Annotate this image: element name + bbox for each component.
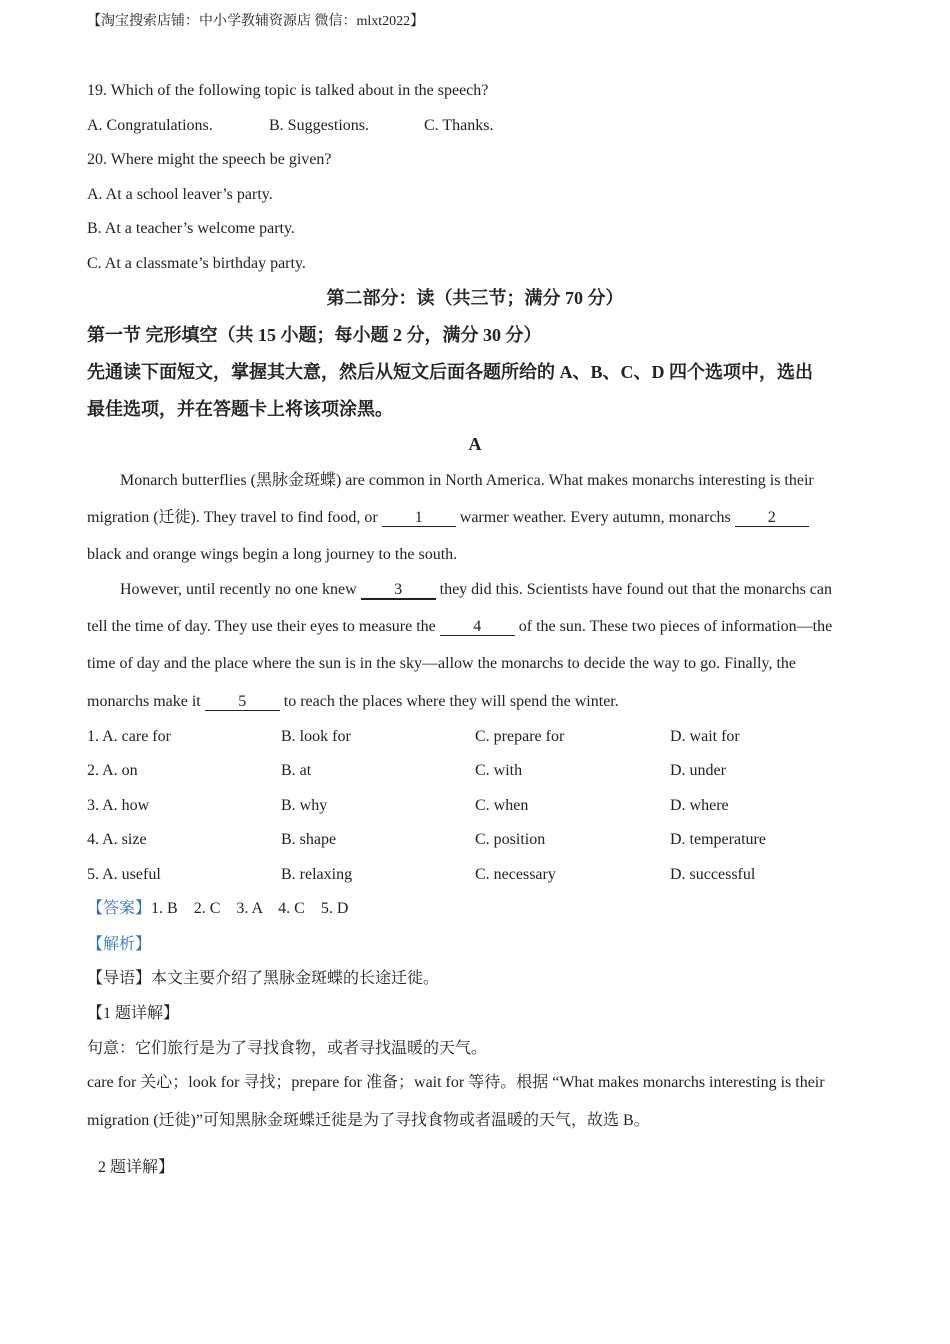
analysis-tag: 【解析】 (87, 936, 152, 953)
option-1b: B. look for (281, 728, 351, 745)
answer-text: 1. B 2. C 3. A 4. C 5. D (151, 900, 349, 917)
option-4c: C. position (475, 831, 546, 848)
option-4a: 4. A. size (87, 831, 147, 848)
passage-text: they did this. Scientists have found out that the monarchs can (435, 581, 832, 598)
passage-text: migration (迁徙). They travel to find food, or (87, 509, 382, 526)
option-3a: 3. A. how (87, 797, 150, 814)
passage-p1-line2 (87, 508, 809, 528)
option-5d: D. successful (670, 866, 756, 883)
q20-option-c: C. At a classmate’s birthday party. (87, 255, 306, 272)
answer-line (87, 899, 348, 919)
option-2c: C. with (475, 762, 523, 779)
q20-option-b: B. At a teacher’s welcome party. (87, 220, 295, 237)
detail1-line3: migration (迁徙)”可知黑脉金斑蝶迁徙是为了寻找食物或者温暖的天气，故选 B。 (87, 1112, 650, 1129)
blank-2: 2 (735, 509, 809, 527)
page-header: 【淘宝搜索店铺：中小学教辅资源店 微信：mlxt2022】 (87, 14, 425, 29)
detail1-line2: care for 关心；look for 寻找；prepare for 准备；wait for 等待。根据 “What makes monarchs interesting is their (87, 1074, 825, 1091)
passage-label: A (468, 434, 482, 454)
passage-p2-line3: time of day and the place where the sun is in the sky—allow the monarchs to decide the way to go. Finally, the (87, 655, 796, 672)
passage-text: tell the time of day. They use their eyes to measure the (87, 618, 440, 635)
q19-option-b: B. Suggestions. (269, 117, 370, 134)
detail1-line1: 句意：它们旅行是为了寻找食物，或者寻找温暖的天气。 (87, 1040, 488, 1057)
option-4d: D. temperature (670, 831, 766, 848)
option-1a: 1. A. care for (87, 728, 171, 745)
option-1d: D. wait for (670, 728, 740, 745)
option-2b: B. at (281, 762, 312, 779)
q19-stem: 19. Which of the following topic is talked about in the speech? (87, 82, 489, 99)
answer-tag: 【答案】 (87, 900, 152, 917)
passage-p2-line1 (120, 580, 832, 600)
option-2a: 2. A. on (87, 762, 138, 779)
section1-title: 第一节 完形填空（共 15 小题；每小题 2 分，满分 30 分） (87, 325, 542, 345)
blank-3: 3 (361, 581, 436, 600)
option-2d: D. under (670, 762, 726, 779)
option-5a: 5. A. useful (87, 866, 161, 883)
option-5b: B. relaxing (281, 866, 353, 883)
passage-p2-line4 (87, 692, 619, 712)
q20-stem: 20. Where might the speech be given? (87, 151, 332, 168)
detail2-title: 2 题详解】 (98, 1159, 175, 1176)
blank-4: 4 (440, 618, 515, 636)
option-3d: D. where (670, 797, 729, 814)
passage-text: monarchs make it (87, 693, 205, 710)
passage-text: warmer weather. Every autumn, monarchs (455, 509, 735, 526)
instruction-line-2: 最佳选项，并在答题卡上将该项涂黑。 (87, 399, 393, 419)
blank-5: 5 (205, 693, 280, 711)
detail1-title: 【1 题详解】 (87, 1005, 180, 1022)
guide-text: 【导语】本文主要介绍了黑脉金斑蝶的长途迁徙。 (87, 970, 440, 987)
passage-text: to reach the places where they will spend the winter. (279, 693, 619, 710)
option-4b: B. shape (281, 831, 337, 848)
passage-text: of the sun. These two pieces of information—the (514, 618, 833, 635)
q20-option-a: A. At a school leaver’s party. (87, 186, 273, 203)
part2-title: 第二部分：读（共三节；满分 70 分） (326, 288, 624, 308)
instruction-line-1: 先通读下面短文，掌握其大意，然后从短文后面各题所给的 A、B、C、D 四个选项中，选出 (87, 362, 813, 382)
option-1c: C. prepare for (475, 728, 565, 745)
blank-1: 1 (382, 509, 456, 527)
passage-text: However, until recently no one knew (120, 581, 361, 598)
option-5c: C. necessary (475, 866, 556, 883)
q19-option-c: C. Thanks. (424, 117, 494, 134)
q19-option-a: A. Congratulations. (87, 117, 213, 134)
option-3c: C. when (475, 797, 529, 814)
passage-p2-line2 (87, 617, 832, 637)
passage-p1-line1: Monarch butterflies (黑脉金斑蝶) are common in North America. What makes monarchs interesting is their (120, 472, 814, 489)
option-3b: B. why (281, 797, 328, 814)
passage-p1-line3: black and orange wings begin a long journey to the south. (87, 546, 458, 563)
